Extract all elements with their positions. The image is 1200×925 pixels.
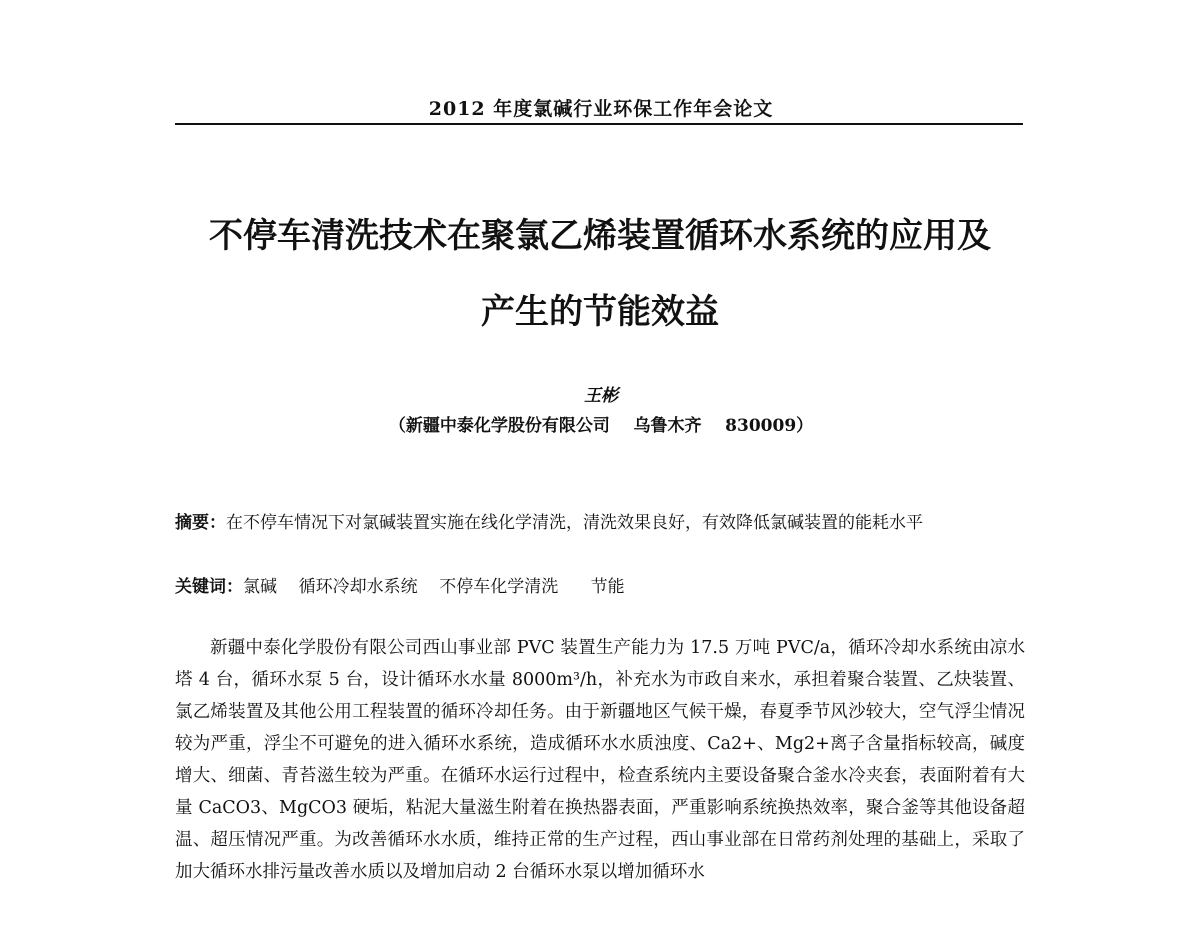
running-header: 2012 年度氯碱行业环保工作年会论文 bbox=[428, 98, 774, 120]
body-paragraph: 新疆中泰化学股份有限公司西山事业部 PVC 装置生产能力为 17.5 万吨 PVC/a，循环冷却水系统由凉水塔 4 台，循环水泵 5 台，设计循环水水量 8000m³/h，补充水为市政自来水，承担着聚合装置、乙炔装置、氯乙烯装置及其他公用工程装置的循环冷却任务。由于新疆地区气候干燥，春夏季节风沙较大，空气浮尘情况较为严重，浮尘不可避免的进入循环水系统，造成循环水水质浊度、Ca2+、Mg2+离子含量指标较高，碱度增大、细菌、青苔滋生较为严重。在循环水运行过程中，检查系统内主要设备聚合釜水冷夹套，表面附着有大量 CaCO3、MgCO3 硬垢，粘泥大量滋生附着在换热器表面，严重影响系统换热效率，聚合釜等其他设备超温、超压情况严重。为改善循环水水质，维持正常的生产过程，西山事业部在日常药剂处理的基础上，采取了加大循环水排污量改善水质以及增加启动 2 台循环水泵以增加循环水 bbox=[175, 638, 1025, 882]
abstract-label: 摘要： bbox=[175, 513, 226, 533]
abstract-text: 在不停车情况下对氯碱装置实施在线化学清洗，清洗效果良好，有效降低氯碱装置的能耗水平 bbox=[226, 513, 923, 533]
author-name: 王彬 bbox=[584, 386, 618, 406]
keywords-text: 氯碱 循环冷却水系统 不停车化学清洗 节能 bbox=[243, 577, 625, 597]
header-rule bbox=[175, 123, 1023, 125]
paper-title-line-1: 不停车清洗技术在聚氯乙烯装置循环水系统的应用及 bbox=[209, 216, 991, 256]
abstract bbox=[175, 509, 1025, 537]
keywords bbox=[175, 572, 1025, 597]
paper-title-line-2: 产生的节能效益 bbox=[481, 292, 719, 332]
body-text bbox=[175, 632, 1025, 888]
author-affiliation: （新疆中泰化学股份有限公司 乌鲁木齐 830009） bbox=[388, 416, 814, 436]
keywords-label: 关键词： bbox=[175, 577, 243, 597]
